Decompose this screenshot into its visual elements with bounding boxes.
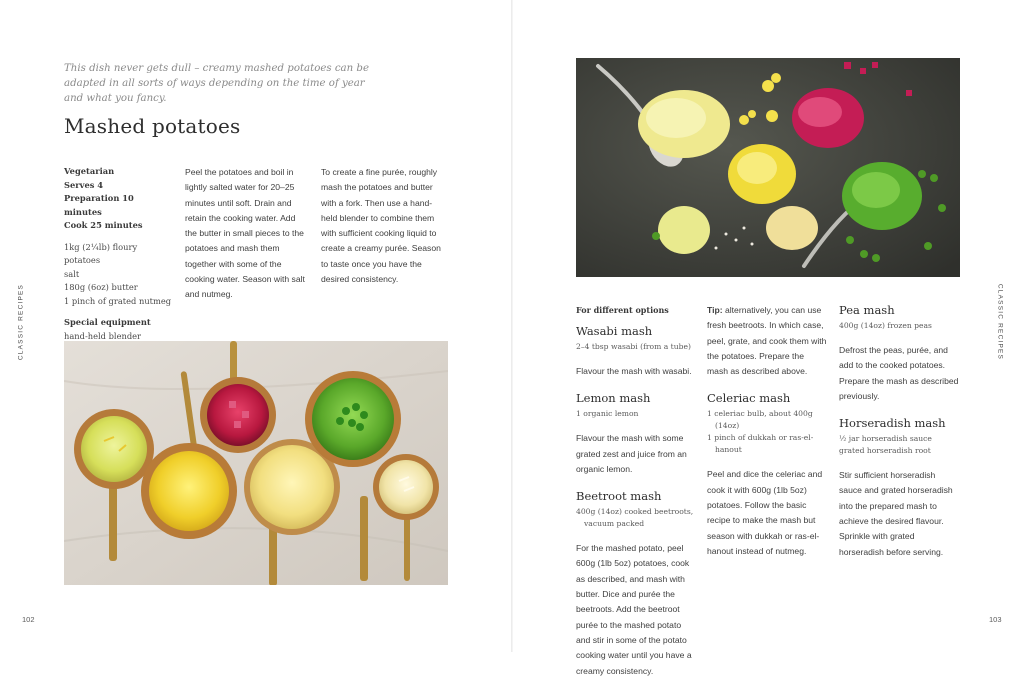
horseradish-text: Stir sufficient horseradish sauce and grated horseradish into the prepared mash to achieve the desired flavour. Sprinkle with grated horseradish before serving.: [839, 470, 953, 557]
page-number-left: 102: [22, 615, 35, 624]
method-text-2: To create a fine purée, roughly mash the potatoes and butter with a fork. Then use a hand-held blender to combine them with sufficient cooking liquid to create a creamy purée. Season to taste once you have the desired consistency.: [321, 167, 441, 285]
recipe-info-column: [64, 165, 174, 343]
ingredient-item: grated horseradish root: [839, 446, 931, 456]
ingredient-item: 1kg (2¼lb) floury potatoes: [64, 241, 138, 265]
beetroot-tip: [707, 303, 827, 379]
recipe-intro: This dish never gets dull – creamy mashed potatoes can be adapted in all sorts of ways depending on the time of year and what you fancy.: [64, 63, 369, 104]
variations-column-1: [576, 305, 696, 679]
lemon-text: Flavour the mash with some grated zest and juice from an organic lemon.: [576, 433, 687, 474]
wasabi-ingredients: [576, 341, 696, 353]
tip-label: Tip:: [707, 305, 723, 315]
ingredient-item: ½ jar horseradish sauce: [839, 434, 932, 444]
ingredient-item: 1 pinch of grated nutmeg: [64, 295, 172, 306]
variations-column-2: [707, 303, 827, 559]
celeriac-text: Peel and dice the celeriac and cook it with 600g (1lb 5oz) potatoes. Follow the basic recipe to make the mash but season with dukkah or ras-el-hanout instead of nutmeg.: [707, 469, 823, 556]
method-text-1: Peel the potatoes and boil in lightly salted water for 20–25 minutes until soft. Drain and retain the cooking water. Add the butter in small pieces to the potatoes and mash them together with some of the cooking water. Season with salt and nutmeg.: [185, 167, 305, 300]
gutter: [511, 0, 513, 652]
lemon-title: Lemon mash: [576, 391, 651, 406]
photo-mash-on-slate: [576, 58, 960, 277]
section-label-right: CLASSIC RECIPES: [996, 283, 1004, 361]
prep-time: Preparation 10 minutes: [64, 193, 134, 217]
photo-copper-pans: [64, 341, 448, 585]
equipment-heading: Special equipment: [64, 317, 151, 327]
ingredient-item: 400g (14oz) frozen peas: [839, 321, 932, 330]
wasabi-text: Flavour the mash with wasabi.: [576, 366, 692, 376]
ingredient-item: salt: [64, 268, 80, 279]
horseradish-title: Horseradish mash: [839, 416, 946, 431]
ingredient-item: 180g (6oz) butter: [64, 282, 138, 292]
beetroot-ingredients: [576, 506, 696, 530]
pea-title: Pea mash: [839, 303, 895, 317]
pea-text: Defrost the peas, purée, and add to the cooked potatoes. Prepare the mash as described previously.: [839, 345, 959, 401]
ingredient-item: 400g (14oz) cooked beetroots, vacuum packed: [576, 507, 694, 529]
wasabi-title: Wasabi mash: [576, 324, 653, 338]
beetroot-text-part-1: [576, 541, 696, 679]
page-number-right: 103: [989, 615, 1002, 624]
horseradish-ingredients: [839, 433, 959, 457]
tip-text: alternatively, you can use fresh beetroots. In which case, peel, grate, and cook them with the potatoes. Prepare the mash as described above.: [707, 305, 827, 377]
celeriac-ingredients: [707, 408, 827, 456]
equipment-item: hand-held blender: [64, 330, 142, 341]
recipe-title: Mashed potatoes: [64, 114, 241, 138]
celeriac-title: Celeriac mash: [707, 391, 791, 406]
beetroot-text: For the mashed potato, peel 600g (1lb 5oz) potatoes, cook as described, and mash with butter. Dice and purée the beetroots. Add the beetroot purée to the mashed potato and stir in some of the potato cooking water until you have a creamy consistency.: [576, 543, 692, 676]
ingredient-item: 1 celeriac bulb, about 400g (14oz): [707, 409, 813, 431]
ingredient-item: 2–4 tbsp wasabi (from a tube): [576, 342, 691, 351]
options-heading: For different options: [576, 305, 669, 315]
ingredient-item: 1 organic lemon: [576, 409, 639, 419]
ingredient-item: 1 pinch of dukkah or ras-el-hanout: [707, 433, 814, 455]
pea-ingredients: [839, 320, 959, 332]
section-label-left: CLASSIC RECIPES: [17, 283, 25, 361]
cook-time: Cook 25 minutes: [64, 220, 143, 230]
beetroot-title: Beetroot mash: [576, 489, 662, 504]
diet-label: Vegetarian: [64, 166, 115, 176]
serves-label: Serves 4: [64, 179, 104, 190]
lemon-ingredients: [576, 408, 696, 420]
variations-column-3: [839, 303, 959, 560]
